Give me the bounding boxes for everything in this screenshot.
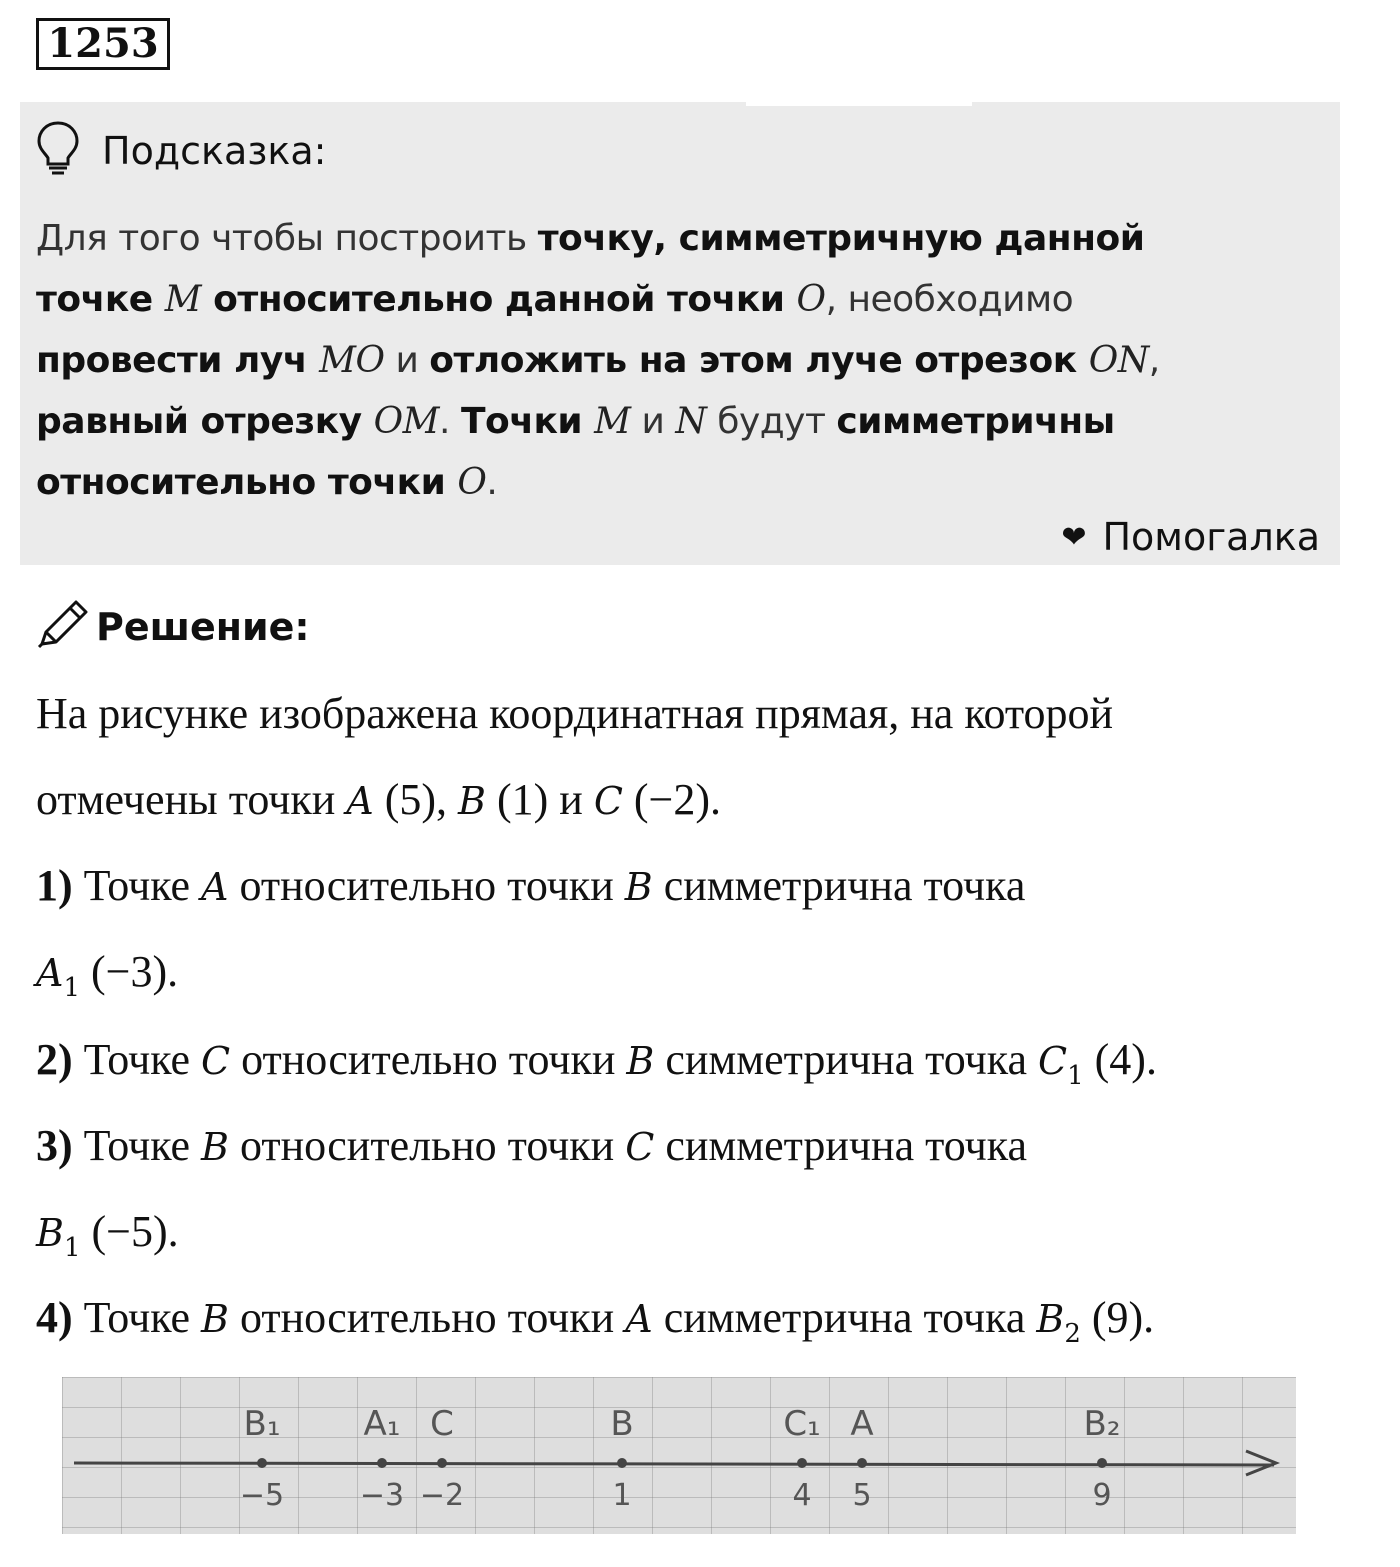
text-run: Точке	[72, 1035, 202, 1084]
tick-label: 9	[1092, 1478, 1112, 1513]
point-label: A₁	[363, 1404, 401, 1444]
text-run: Для того чтобы построить	[36, 218, 538, 259]
point-marker	[617, 1458, 627, 1468]
math-symbol: B	[626, 1039, 655, 1083]
solution-line	[36, 688, 1113, 739]
math-subscript: 1	[63, 972, 80, 1003]
brand	[1061, 515, 1320, 559]
task-number: 1253	[36, 18, 170, 70]
text-run: относительно данной точки	[201, 279, 797, 320]
text-run: Точки	[460, 401, 595, 442]
math-subscript: 1	[1067, 1060, 1084, 1091]
math-symbol: B	[36, 1211, 64, 1255]
math-symbol: A	[36, 951, 64, 995]
hint-header	[36, 120, 326, 181]
text-run: и	[630, 401, 676, 442]
point-label: C₁	[783, 1404, 821, 1444]
point-marker	[1097, 1458, 1107, 1468]
text-run: Точке	[72, 861, 202, 910]
solution-line	[36, 1120, 1027, 1171]
text-run: симметрична точка	[654, 1121, 1028, 1170]
text-run: относительно точки	[228, 1121, 626, 1170]
point-marker	[377, 1458, 387, 1468]
hint-title: Подсказка:	[102, 128, 327, 173]
text-run: симметричны	[836, 401, 1115, 442]
hint-line	[36, 330, 1316, 391]
text-run: (1) и	[485, 775, 594, 824]
tick-label: 4	[792, 1478, 812, 1513]
tick-label: 5	[852, 1478, 872, 1513]
math-symbol: OM	[373, 401, 440, 442]
text-run: точке	[36, 279, 165, 320]
math-symbol: A	[201, 865, 229, 909]
text-run: (−3).	[80, 947, 179, 996]
text-run: .	[439, 401, 461, 442]
math-symbol: N	[675, 401, 707, 442]
math-symbol: O	[796, 279, 826, 320]
text-run: 2)	[36, 1035, 73, 1084]
math-symbol: C	[201, 1039, 231, 1083]
text-run: (−2).	[622, 775, 722, 824]
text-run: 3)	[36, 1121, 73, 1170]
math-subscript: 1	[63, 1232, 81, 1263]
math-symbol: B	[624, 865, 653, 909]
math-symbol: A	[625, 1297, 653, 1341]
math-symbol: B	[1036, 1297, 1065, 1341]
math-symbol: B	[201, 1297, 229, 1341]
math-symbol: C	[625, 1125, 655, 1169]
solution-title: Решение:	[96, 604, 310, 649]
pencil-icon	[36, 598, 92, 655]
text-run: и	[384, 340, 430, 381]
text-run: провести луч	[36, 340, 320, 381]
solution-line	[36, 774, 721, 825]
text-run: Точке	[72, 1293, 202, 1342]
math-symbol: O	[457, 462, 487, 503]
text-run: относительно точки	[228, 1293, 626, 1342]
text-run: симметрична точка	[654, 1035, 1039, 1084]
math-symbol: M	[594, 401, 631, 442]
hint-text	[36, 208, 1316, 513]
text-run: (4).	[1083, 1035, 1157, 1084]
hint-line	[36, 269, 1316, 330]
text-run: .	[486, 462, 498, 503]
text-run: , необходимо	[825, 279, 1074, 320]
number-line-svg	[62, 1377, 1296, 1534]
text-run: точку, симметричную данной	[537, 218, 1145, 259]
text-run: отложить на этом луче отрезок	[429, 340, 1089, 381]
text-run: относительно точки	[36, 462, 458, 503]
number-line-figure	[62, 1377, 1296, 1534]
text-run: равный отрезку	[36, 401, 374, 442]
solution-line	[36, 946, 178, 1003]
text-run: (−5).	[80, 1207, 179, 1256]
math-symbol: MO	[319, 340, 385, 381]
math-symbol: M	[164, 279, 202, 320]
lightbulb-icon	[36, 120, 80, 181]
point-label: B₁	[243, 1404, 281, 1444]
text-run: симметрична точка	[652, 1293, 1037, 1342]
text-run: 1)	[36, 861, 73, 910]
text-run: относительно точки	[228, 861, 625, 910]
hint-line	[36, 208, 1316, 269]
brand-label: Помогалка	[1102, 515, 1320, 559]
math-subscript: 2	[1064, 1318, 1081, 1349]
math-symbol: C	[1038, 1039, 1068, 1083]
text-run: будут	[706, 401, 837, 442]
solution-line	[36, 1206, 179, 1263]
text-run: ,	[1148, 340, 1160, 381]
point-label: C	[430, 1404, 454, 1444]
point-marker	[797, 1458, 807, 1468]
tick-label: −5	[239, 1478, 285, 1513]
tick-label: 1	[612, 1478, 632, 1513]
text-run: На рисунке изображена координатная прямая, на которой	[36, 689, 1114, 738]
text-run: (9).	[1080, 1293, 1155, 1342]
hint-box	[20, 102, 1340, 565]
text-run: Точке	[72, 1121, 202, 1170]
point-marker	[437, 1458, 447, 1468]
hint-line	[36, 391, 1316, 452]
tick-label: −2	[419, 1478, 465, 1513]
solution-line	[36, 1034, 1157, 1091]
point-marker	[257, 1458, 267, 1468]
point-marker	[857, 1458, 867, 1468]
text-run: симметрична точка	[652, 861, 1026, 910]
math-symbol: B	[458, 779, 486, 823]
math-symbol: ON	[1088, 340, 1149, 381]
tick-label: −3	[359, 1478, 405, 1513]
point-label: B	[610, 1404, 634, 1444]
axis-arrowhead	[1246, 1451, 1276, 1475]
hint-box-notch	[746, 102, 972, 106]
number-line-axis	[74, 1463, 1274, 1465]
solution-line	[36, 860, 1025, 911]
solution-header	[36, 598, 310, 655]
point-label: B₂	[1083, 1404, 1121, 1444]
text-run: относительно точки	[230, 1035, 627, 1084]
heart-icon: ❤	[1061, 519, 1087, 555]
math-symbol: C	[593, 779, 623, 823]
text-run: отмечены точки	[36, 775, 347, 824]
math-symbol: A	[346, 779, 374, 823]
text-run: 4)	[36, 1293, 73, 1342]
math-symbol: B	[201, 1125, 229, 1169]
hint-line	[36, 452, 1316, 513]
solution-line	[36, 1292, 1154, 1349]
text-run: (5),	[373, 775, 459, 824]
point-label: A	[850, 1404, 874, 1444]
